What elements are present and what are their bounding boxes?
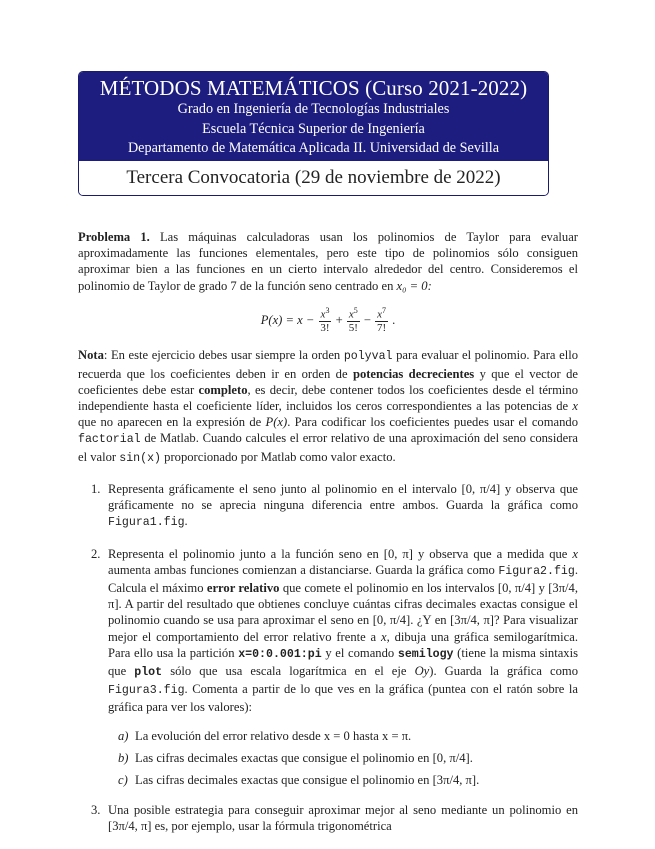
bold-complete: completo (198, 382, 248, 397)
formula-minus: − (363, 312, 371, 327)
bold-decreasing-powers: potencias decrecientes (352, 366, 475, 381)
task-number: 3. (91, 803, 101, 818)
formula-term-x3: $\frac{x^3}{3!}$ (320, 305, 330, 335)
course-title: MÉTODOS MATEMÁTICOS (Curso 2021-2022) (99, 76, 528, 100)
subtask-c: c) Las cifras decimales exactas que consigue el polinomio en [3π/4, π]. (118, 772, 480, 787)
problem-intro (78, 229, 578, 294)
task-number: 2. (91, 546, 101, 561)
subtask-b: b) Las cifras decimales exactas que consigue el polinomio en [0, π/4]. (118, 750, 473, 765)
exam-content (78, 229, 578, 849)
school-name: Escuela Técnica Superior de Ingeniería (202, 120, 425, 137)
code-plot: plot (134, 665, 163, 679)
formula-lhs: P(x) = x − (260, 312, 315, 327)
code-polyval: polyval (343, 350, 393, 364)
header-banner (79, 72, 548, 161)
task-list (78, 481, 578, 835)
formula-end: . (392, 312, 396, 327)
exam-session: Tercera Convocatoria (29 de noviembre de 2022) (79, 161, 548, 195)
code-factorial: factorial (78, 433, 141, 447)
problem-intro-text: Las máquinas calculadoras usan los polinomios de Taylor para evaluar aproximadamente las funciones elementales, pero este tipo de polinomios sólo consiguen aproximar bien a las funciones en un cierto intervalo alrededor del centro. Consideremos el polinomio de Taylor de grado 7 de la función seno centrado en (78, 230, 578, 293)
taylor-formula (78, 304, 578, 336)
taylor-center: x₀ = 0: (396, 278, 432, 293)
task-number: 1. (91, 481, 101, 496)
formula-term-x5: $\frac{x^5}{5!}$ (348, 305, 358, 335)
degree-name: Grado en Ingeniería de Tecnologías Industriales (177, 101, 450, 117)
problem-label: Problema 1. (78, 230, 150, 244)
code-semilogy: semilogy (397, 647, 454, 661)
file-figura1: Figura1.fig (108, 516, 185, 530)
note-paragraph: Nota: En este ejercicio debes usar siempre la orden polyval para evaluar el polinomio. Para ello recuerda que los coeficientes deben ir en orden de potencias decrecientes y que el vector de coeficientes debe estar completo, es decir, debe contener todos los coeficientes desde el término independiente hasta el coeficiente líder, incluidos los ceros correspondientes a las potencias de x que no aparecen en la expresión de P(x). Para codificar los coeficientes puedes usar el comando factorial de Matlab. Cuando calcules el error relativo de una aproximación del seno considera el valor sin(x) proporcionado por Matlab como valor exacto. (78, 348, 579, 465)
exam-header (78, 71, 549, 196)
note-label: Nota (78, 348, 104, 363)
task-item-1: 1. Representa gráficamente el seno junto al polinomio en el intervalo [0, π/4] y observa que gráficamente no se aprecia ninguna diferencia entre ambos. Guarda la gráfica como Figura1.fig. (91, 481, 578, 530)
code-partition: x=0:0.001:pi (238, 647, 322, 661)
formula-term-x7: $\frac{x^7}{7!}$ (376, 305, 387, 335)
code-sin: sin(x) (119, 451, 162, 465)
task-item-3: 3. Una posible estrategia para conseguir aproximar mejor al seno mediante un polinomio en [3π/4, π] es, por ejemplo, usar la fórmula trigonométrica (91, 803, 578, 834)
bold-relative-error: error relativo (206, 580, 280, 595)
subtask-list (108, 728, 578, 789)
subtask-a: a) La evolución del error relativo desde x = 0 hasta x = π. (118, 728, 412, 743)
file-figura2: Figura2.fig (498, 564, 575, 578)
department-name: Departamento de Matemática Aplicada II. Universidad de Sevilla (127, 140, 500, 156)
task-item-2: 2. Representa el polinomio junto a la función seno en [0, π] y observa que a medida que x aumenta ambas funciones comienzan a distanciarse. Guarda la gráfica como Figura2.fig. Calcula el máximo error relativo que comete el polinomio en los intervalos [0, π/4] y [3π/4, π]. A partir del resultado que obtienes concluye cuántas cifras decimales exactas consigue el polinomio cuando se usa para aproximar el seno en [0, π/4]. ¿Y en [3π/4, π]? Para visualizar mejor el comportamiento del error relativo frente a x, dibuja una gráfica semilogarítmica. Para ello usa la partición x=0:0.001:pi y el comando semilogy (tiene la misma sintaxis que plot sólo que usa escala logarítmica en el eje Oy). Guarda la gráfica como Figura3.fig. Comenta a partir de lo que ves en la gráfica (puntea con el ratón sobre la gráfica para ver los valores): a) La evolución del error relativo desde x = 0 hasta x = π. b) Las cifras decimales exactas que consigue el polinomio en [0, π/4]. c) Las cifras decimales exactas que consigue el polinomio en [3π/4, π]. (91, 546, 578, 787)
file-figura3: Figura3.fig (108, 684, 185, 698)
formula-plus: + (335, 312, 343, 327)
